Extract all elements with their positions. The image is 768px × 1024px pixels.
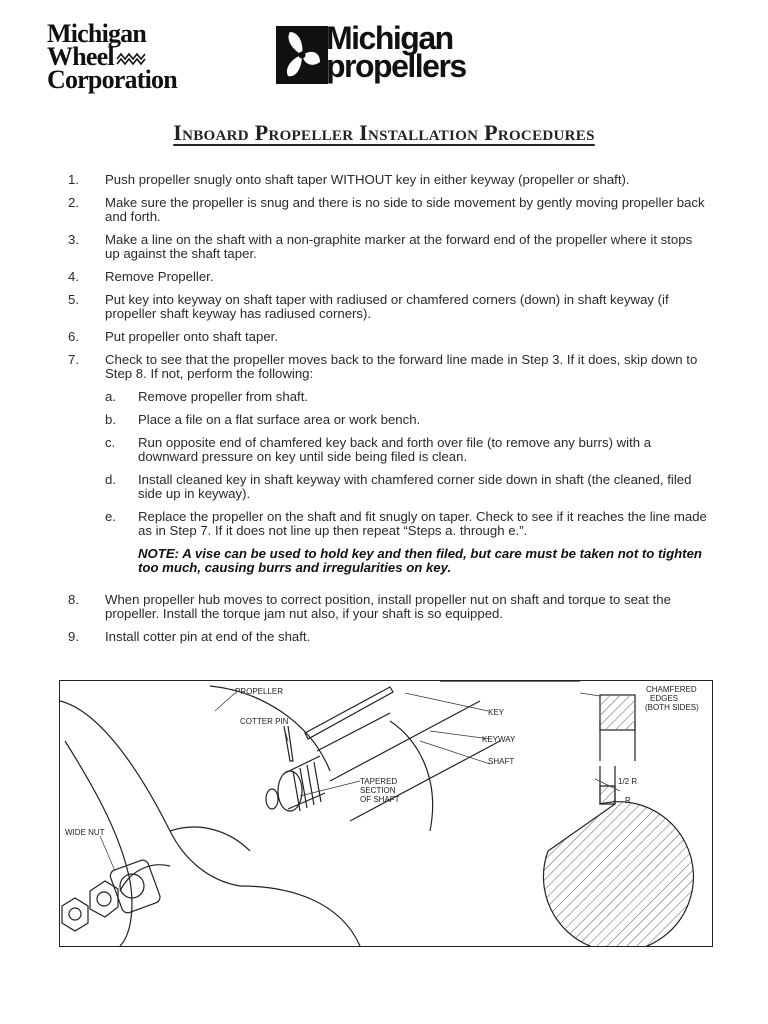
substep-letter: e. — [105, 509, 116, 524]
step-text: Make a line on the shaft with a non-graphite marker at the forward end of the propeller where it stops up against the shaft taper. — [105, 232, 693, 261]
step-text: Put propeller onto shaft taper. — [105, 329, 279, 344]
sub-list-item — [105, 390, 708, 404]
label-shaft: SHAFT — [488, 757, 515, 766]
substep-letter: d. — [105, 472, 116, 487]
label-wide-nut: WIDE NUT — [65, 828, 105, 837]
step-number: 3. — [68, 232, 79, 247]
substep-text: Remove propeller from shaft. — [138, 389, 309, 404]
list-item — [68, 330, 708, 344]
list-item — [68, 293, 708, 321]
label-half-r: 1/2 R — [618, 777, 638, 786]
substep-letter: c. — [105, 435, 116, 450]
label-propeller: PROPELLER — [235, 687, 284, 696]
step-text: Push propeller snugly onto shaft taper WITHOUT key in either keyway (propeller or shaft). — [105, 172, 630, 187]
diagram-drawing — [60, 681, 712, 946]
substep-text: Run opposite end of chamfered key back and forth over file (to remove any burrs) with a downward pressure on key until side being filed is clean. — [138, 435, 652, 464]
list-item — [68, 270, 708, 284]
list-item — [68, 353, 708, 381]
list-item — [68, 630, 708, 644]
propeller-mark-icon — [276, 26, 328, 84]
step-text: Put key into keyway on shaft taper with radiused or chamfered corners (down) in shaft keyway (if propeller shaft keyway has radiused corners). — [105, 292, 669, 321]
brand-line-1: Michigan — [326, 20, 453, 56]
sub-list-item — [105, 473, 708, 501]
label-tapered-2: SECTION — [360, 786, 396, 795]
label-chamfered-3: (BOTH SIDES) — [645, 703, 699, 712]
step-text: Install cotter pin at end of the shaft. — [105, 629, 311, 644]
substep-letter: b. — [105, 412, 116, 427]
label-chamfered-2: EDGES — [650, 694, 679, 703]
label-keyway: KEYWAY — [482, 735, 516, 744]
step-number: 4. — [68, 269, 79, 284]
label-tapered-3: OF SHAFT — [360, 795, 400, 804]
logo-line-3: Corporation — [47, 65, 177, 94]
substep-letter: a. — [105, 389, 116, 404]
sub-list-item — [105, 436, 708, 464]
substep-text: Replace the propeller on the shaft and fit snugly on taper. Check to see if it reaches the line made as in Step 7. If it does not line up then repeat “Steps a. through e.”. — [138, 509, 707, 538]
step-number: 7. — [68, 352, 79, 367]
label-r: R — [625, 796, 631, 805]
logo-line-2: Wheel — [47, 42, 114, 71]
step-number: 2. — [68, 195, 79, 210]
sub-list-item — [105, 413, 708, 427]
michigan-wheel-logo — [47, 19, 177, 94]
list-item — [68, 173, 708, 187]
installation-diagram — [59, 680, 713, 947]
logo-line-1: Michigan — [47, 19, 147, 48]
substep-text: Place a file on a flat surface area or work bench. — [138, 412, 421, 427]
brand-line-2: propellers — [326, 48, 466, 84]
label-chamfered-1: CHAMFERED — [646, 685, 697, 694]
substep-text: Install cleaned key in shaft keyway with chamfered corner side down in shaft (the cleaned, filed side up in keyway). — [138, 472, 692, 501]
step-number: 9. — [68, 629, 79, 644]
step-text: Check to see that the propeller moves back to the forward line made in Step 3. If it does, skip down to Step 8. If not, perform the following: — [105, 352, 698, 381]
page-title: Inboard Propeller Installation Procedures — [173, 120, 595, 145]
wave-mark-icon — [116, 52, 146, 66]
list-item — [68, 593, 708, 621]
label-key: KEY — [488, 708, 505, 717]
label-tapered-1: TAPERED — [360, 777, 398, 786]
step-text: Remove Propeller. — [105, 269, 214, 284]
sub-list-item — [105, 510, 708, 538]
step-number: 8. — [68, 592, 79, 607]
caution-note: NOTE: A vise can be used to hold key and then filed, but care must be taken not to tighten too much, causing burrs and irregularities on key. — [138, 546, 702, 575]
procedure-list — [68, 173, 708, 653]
step-number: 1. — [68, 172, 79, 187]
list-item — [68, 196, 708, 224]
step-number: 6. — [68, 329, 79, 344]
step-text: When propeller hub moves to correct position, install propeller nut on shaft and torque to seat the propeller. Install the torque jam nut also, if your shaft is so equipped. — [105, 592, 671, 621]
list-item — [68, 233, 708, 261]
label-cotter-pin: COTTER PIN — [240, 717, 289, 726]
step-text: Make sure the propeller is snug and there is no side to side movement by gently moving propeller back and forth. — [105, 195, 705, 224]
step-number: 5. — [68, 292, 79, 307]
